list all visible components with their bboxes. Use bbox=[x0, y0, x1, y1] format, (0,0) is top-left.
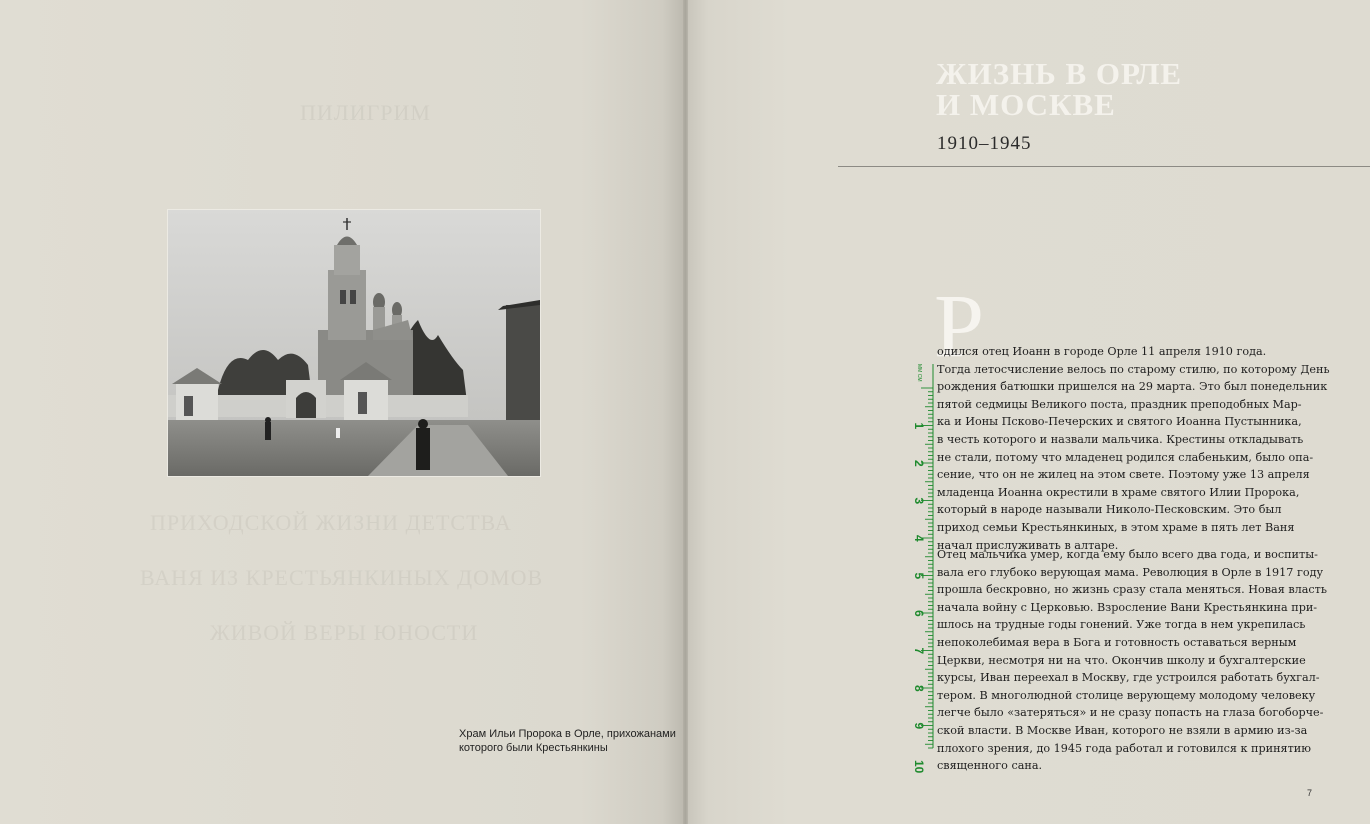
text-line: священного сана. bbox=[937, 759, 1043, 773]
text-line: не стали, потому что младенец родился слабеньким, было опа- bbox=[937, 450, 1314, 464]
church-photo bbox=[167, 209, 541, 477]
text-line: вала его глубоко верующая мама. Революция в Орле в 1917 году bbox=[937, 565, 1324, 579]
paragraph-1 bbox=[937, 343, 1330, 554]
ruler-number: 7 bbox=[912, 647, 926, 655]
ruler-scale bbox=[912, 360, 934, 774]
ruler-number: 10 bbox=[912, 760, 926, 774]
ruler-number: 1 bbox=[912, 422, 926, 430]
ghost-text-4: ЖИВОЙ ВЕРЫ ЮНОСТИ bbox=[210, 620, 479, 645]
text-line: сение, что он не жилец на этом свете. Поэтому уже 13 апреля bbox=[937, 468, 1310, 482]
text-line: начала войну с Церковью. Взросление Вани Крестьянкина при- bbox=[937, 600, 1318, 614]
text-line: плохого зрения, до 1945 года работал и готовился к принятию bbox=[937, 741, 1312, 755]
text-line: тером. В многолюдной столице верующему молодому человеку bbox=[937, 688, 1316, 702]
page-number: 7 bbox=[1307, 788, 1313, 798]
ruler-number: 8 bbox=[912, 685, 926, 692]
text-line: курсы, Иван переехал в Москву, где устроился работать бухгал- bbox=[937, 671, 1320, 685]
text-line: легче было «затеряться» и не сразу попасть на глаза богоборче- bbox=[937, 706, 1324, 720]
text-line: Отец мальчика умер, когда ему было всего два года, и воспиты- bbox=[937, 548, 1318, 561]
ruler-number: 2 bbox=[912, 460, 926, 467]
drop-cap: Р bbox=[934, 277, 985, 376]
text-line: начал прислуживать в алтаре. bbox=[937, 538, 1119, 552]
photo-caption bbox=[459, 727, 679, 755]
text-line: одился отец Иоанн в городе Орле 11 апреля 1910 года. bbox=[937, 345, 1267, 358]
ruler-number: 3 bbox=[912, 497, 926, 505]
text-line: младенца Иоанна окрестили в храме святого Илии Пророка, bbox=[937, 485, 1300, 499]
ghost-text-3: ВАНЯ ИЗ КРЕСТЬЯНКИНЫХ ДОМОВ bbox=[140, 565, 544, 590]
text-line: который в народе называли Николо-Песковским. Это был bbox=[937, 503, 1282, 517]
caption-line-1: Храм Ильи Пророка в Орле, прихожанами bbox=[459, 728, 676, 740]
left-page bbox=[0, 0, 683, 824]
text-line: непоколебимая вера в Бога и готовность оставаться верным bbox=[937, 635, 1297, 649]
chapter-title-line-2: И МОСКВЕ bbox=[936, 87, 1116, 122]
text-line: пятой седмицы Великого поста, праздник преподобных Мар- bbox=[937, 397, 1302, 411]
text-line: приход семьи Крестьянкиных, в этом храме в пять лет Ваня bbox=[937, 520, 1295, 534]
caption-line-2: которого были Крестьянкины bbox=[459, 742, 608, 754]
ruler-number: 4 bbox=[912, 535, 926, 542]
text-line: ка и Ионы Псково-Печерских и святого Иоанна Пустынника, bbox=[937, 415, 1302, 429]
text-line: рождения батюшки пришелся на 29 марта. Это был понедельник bbox=[937, 380, 1328, 394]
text-line: прошла бескровно, но жизнь сразу стала меняться. Новая власть bbox=[937, 583, 1327, 597]
header-rule bbox=[838, 166, 1370, 167]
text-line: шлось на трудные годы гонений. Уже тогда в нем укрепилась bbox=[937, 618, 1306, 632]
text-line: Тогда летосчисление велось по старому стилю, по которому День bbox=[937, 362, 1330, 376]
text-line: в честь которого и назвали мальчика. Крестины откладывать bbox=[937, 432, 1304, 446]
text-line: Церкви, несмотря ни на что. Окончив школу и бухгалтерские bbox=[937, 653, 1306, 667]
chapter-title-line-1: ЖИЗНЬ В ОРЛЕ bbox=[936, 56, 1183, 91]
measurement-ruler bbox=[912, 360, 934, 774]
ghost-text-1: ПИЛИГРИМ bbox=[300, 100, 431, 125]
text-line: ской власти. В Москве Иван, которого не взяли в армию из-за bbox=[937, 723, 1308, 737]
paragraph-2 bbox=[937, 546, 1327, 775]
church-photo-image bbox=[168, 210, 540, 476]
ruler-unit-label: MM CM bbox=[916, 364, 922, 382]
ruler-number: 9 bbox=[912, 722, 926, 730]
ghost-text-2: ПРИХОДСКОЙ ЖИЗНИ ДЕТСТВА bbox=[150, 510, 512, 535]
chapter-title bbox=[936, 58, 1182, 120]
chapter-years: 1910–1945 bbox=[937, 133, 1032, 154]
ruler-number: 5 bbox=[912, 572, 926, 580]
ruler-number: 6 bbox=[912, 610, 926, 617]
